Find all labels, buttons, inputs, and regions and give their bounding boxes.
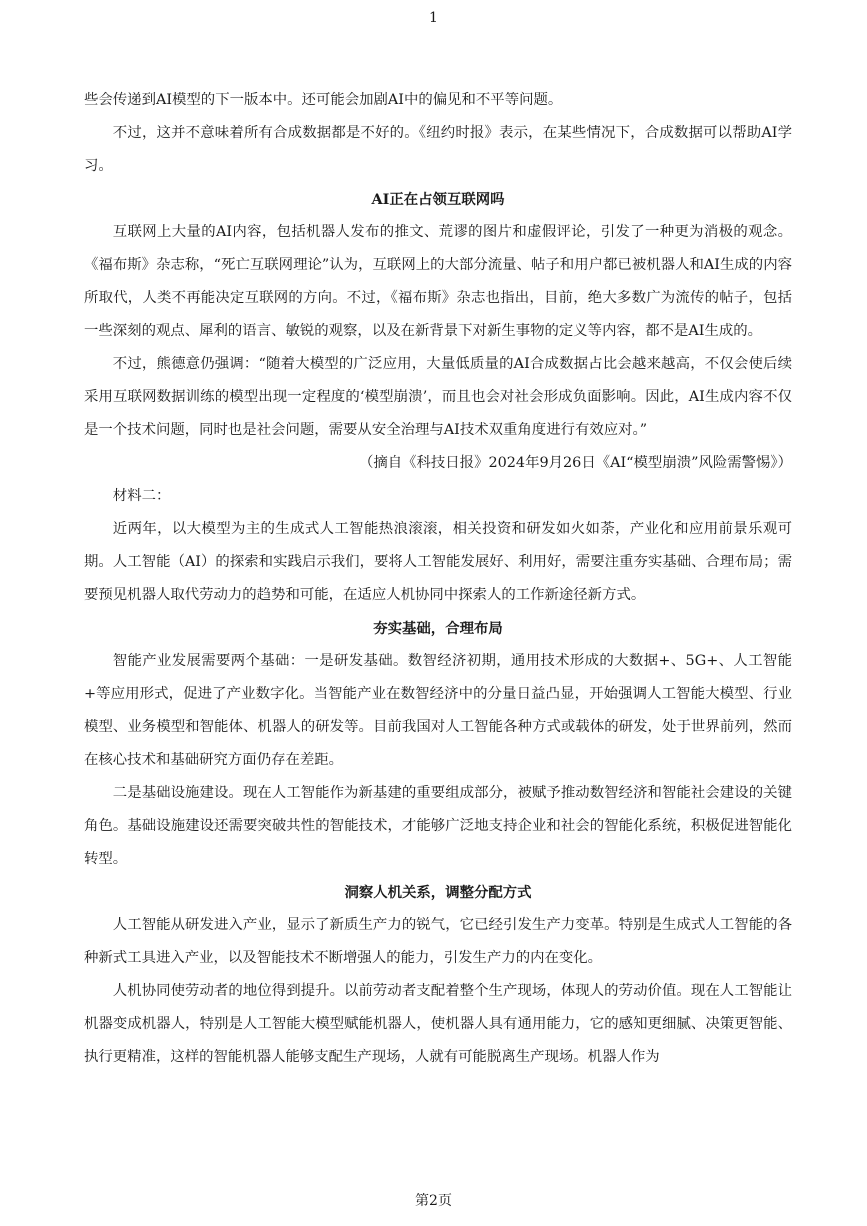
section-heading: 夯实基础，合理布局 (373, 620, 503, 637)
paragraph: 智能产业发展需要两个基础：一是研发基础。数智经济初期，通用技术形成的大数据+、5G+、人工智能+等应用形式，促进了产业数字化。当智能产业在数智经济中的分量日益凸显，开始强调人工智能大模型、行业模型、业务模型和智能体、机器人的研发等。目前我国对人工智能各种方式或载体的研发，处于世界前列，然而在核心技术和基础研究方面仍存在差距。 (84, 653, 792, 768)
page-number-top: 1 (429, 10, 438, 26)
paragraph: 二是基础设施建设。现在人工智能作为新基建的重要组成部分，被赋予推动数智经济和智能社会建设的关键角色。基础设施建设还需要突破共性的智能技术，才能够广泛地支持企业和社会的智能化系统，积极促进智能化转型。 (84, 785, 792, 867)
source-citation: （摘自《科技日报》2024年9月26日《AI“模型崩溃”风险需警惕》） (358, 455, 792, 471)
section-heading: AI正在占领互联网吗 (371, 191, 505, 208)
article-body (84, 84, 792, 1074)
paragraph: 人机协同使劳动者的地位得到提升。以前劳动者支配着整个生产现场，体现人的劳动价值。现在人工智能让机器变成机器人，特别是人工智能大模型赋能机器人，使机器人具有通用能力，它的感知更细腻、决策更智能、执行更精准，这样的智能机器人能够支配生产现场，人就有可能脱离生产现场。机器人作为 (84, 983, 792, 1065)
page-number-bottom: 第2页 (415, 1193, 452, 1209)
paragraph: 近两年，以大模型为主的生成式人工智能热浪滚滚，相关投资和研发如火如荼，产业化和应用前景乐观可期。人工智能（AI）的探索和实践启示我们，要将人工智能发展好、利用好，需要注重夯实基础、合理布局；需要预见机器人取代劳动力的趋势和可能，在适应人机协同中探索人的工作新途径新方式。 (84, 521, 792, 603)
paragraph-continuation: 些会传递到AI模型的下一版本中。还可能会加剧AI中的偏见和不平等问题。 (84, 92, 563, 108)
paragraph: 不过，这并不意味着所有合成数据都是不好的。《纽约时报》表示，在某些情况下，合成数据可以帮助AI学习。 (84, 125, 792, 174)
material-label: 材料二： (112, 488, 171, 504)
paragraph: 互联网上大量的AI内容，包括机器人发布的推文、荒谬的图片和虚假评论，引发了一种更为消极的观念。《福布斯》杂志称，“死亡互联网理论”认为，互联网上的大部分流量、帖子和用户都已被机器人和AI生成的内容所取代，人类不再能决定互联网的方向。不过，《福布斯》杂志也指出，目前，绝大多数广为流传的帖子，包括一些深刻的观点、犀利的语言、敏锐的观察，以及在新背景下对新生事物的定义等内容，都不是AI生成的。 (84, 224, 792, 339)
section-heading: 洞察人机关系，调整分配方式 (344, 884, 532, 901)
paragraph: 不过，熊德意仍强调：“随着大模型的广泛应用，大量低质量的AI合成数据占比会越来越高，不仅会使后续采用互联网数据训练的模型出现一定程度的‘模型崩溃’，而且也会对社会形成负面影响。因此，AI生成内容不仅是一个技术问题，同时也是社会问题，需要从安全治理与AI技术双重角度进行有效应对。” (84, 356, 792, 438)
paragraph: 人工智能从研发进入产业，显示了新质生产力的锐气，它已经引发生产力变革。特别是生成式人工智能的各种新式工具进入产业，以及智能技术不断增强人的能力，引发生产力的内在变化。 (84, 917, 792, 966)
